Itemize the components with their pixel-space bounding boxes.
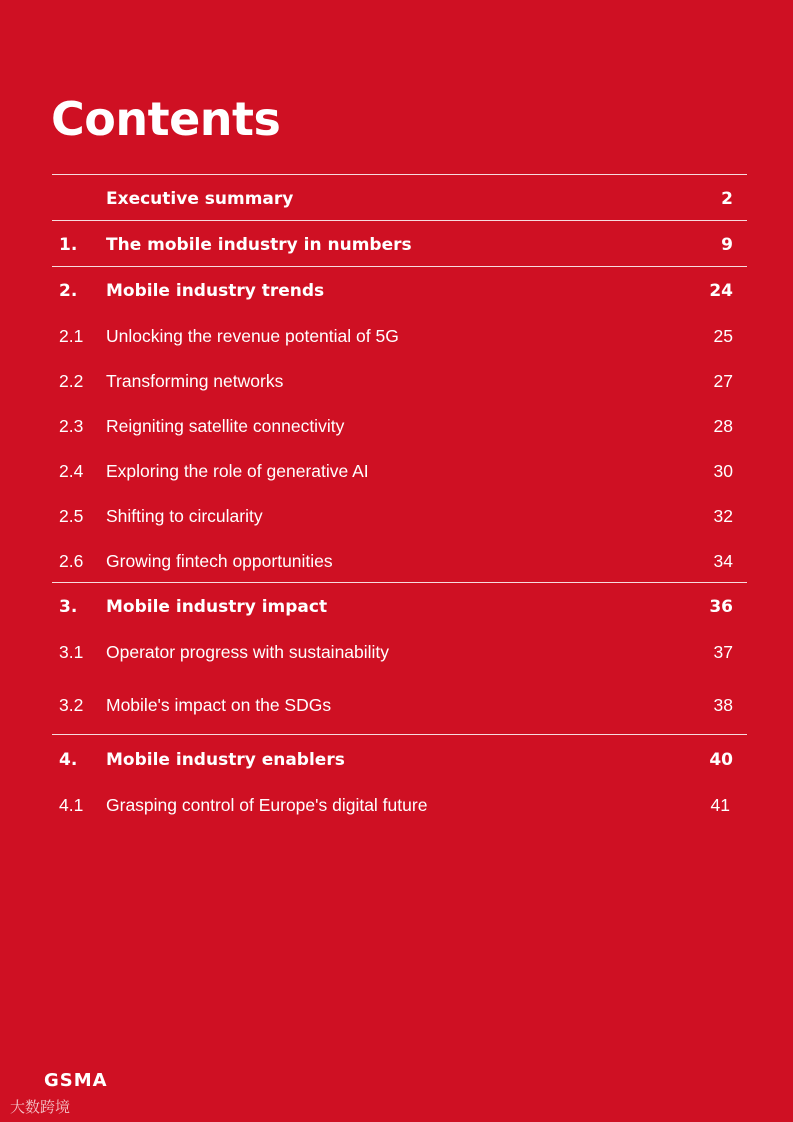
toc-number: 2.4 xyxy=(59,461,84,481)
toc-section-3[interactable] xyxy=(52,582,747,628)
page-title: Contents xyxy=(51,92,281,146)
toc-label: Mobile's impact on the SDGs xyxy=(106,695,332,715)
toc-page: 9 xyxy=(721,235,733,255)
toc-label: Exploring the role of generative AI xyxy=(106,461,369,481)
toc-section-2[interactable] xyxy=(52,266,747,312)
table-of-contents xyxy=(52,174,747,826)
toc-label: Transforming networks xyxy=(106,371,284,391)
toc-label: Mobile industry trends xyxy=(106,281,325,301)
toc-page: 25 xyxy=(713,326,733,346)
toc-item-2-5[interactable] xyxy=(52,492,747,537)
toc-page: 38 xyxy=(713,695,733,715)
toc-number: 2. xyxy=(59,281,78,301)
toc-number: 2.3 xyxy=(59,416,84,436)
toc-number: 2.2 xyxy=(59,371,84,391)
toc-label: Operator progress with sustainability xyxy=(106,642,390,662)
toc-item-2-2[interactable] xyxy=(52,357,747,402)
toc-number: 4.1 xyxy=(59,795,84,815)
toc-number: 2.6 xyxy=(59,551,84,571)
toc-page: 32 xyxy=(713,506,733,526)
toc-label: Executive summary xyxy=(106,189,294,209)
toc-page: 2 xyxy=(721,189,733,209)
toc-page: 30 xyxy=(713,461,733,481)
toc-page: 41 xyxy=(710,795,730,815)
toc-label: The mobile industry in numbers xyxy=(106,235,412,255)
watermark: 大数跨境 xyxy=(10,1098,71,1116)
toc-label: Unlocking the revenue potential of 5G xyxy=(106,326,399,346)
toc-page: 37 xyxy=(713,642,733,662)
toc-page: 28 xyxy=(713,416,733,436)
toc-item-2-4[interactable] xyxy=(52,447,747,492)
toc-page: 36 xyxy=(709,597,733,617)
toc-section-executive-summary[interactable] xyxy=(52,175,747,220)
toc-item-4-1[interactable] xyxy=(52,781,747,826)
toc-label: Shifting to circularity xyxy=(106,506,263,526)
toc-label: Mobile industry impact xyxy=(106,597,328,617)
toc-number: 3.2 xyxy=(59,695,84,715)
toc-page: 34 xyxy=(713,551,733,571)
toc-section-1[interactable] xyxy=(52,220,747,266)
toc-item-2-1[interactable] xyxy=(52,312,747,357)
toc-number: 2.5 xyxy=(59,506,84,526)
toc-item-2-6[interactable] xyxy=(52,537,747,582)
toc-label: Mobile industry enablers xyxy=(106,750,345,770)
toc-number: 3.1 xyxy=(59,642,84,662)
toc-page: 24 xyxy=(709,281,733,301)
toc-label: Grasping control of Europe's digital future xyxy=(106,795,428,815)
toc-page: 40 xyxy=(709,750,733,770)
toc-item-3-2[interactable] xyxy=(52,681,747,734)
gsma-logo: GSMA xyxy=(44,1070,108,1091)
toc-number: 1. xyxy=(59,235,78,255)
toc-item-3-1[interactable] xyxy=(52,628,747,681)
toc-page: 27 xyxy=(713,371,733,391)
toc-label: Reigniting satellite connectivity xyxy=(106,416,345,436)
toc-number: 2.1 xyxy=(59,326,84,346)
toc-number: 4. xyxy=(59,750,78,770)
toc-number: 3. xyxy=(59,597,78,617)
toc-label: Growing fintech opportunities xyxy=(106,551,333,571)
toc-section-4[interactable] xyxy=(52,734,747,781)
toc-item-2-3[interactable] xyxy=(52,402,747,447)
